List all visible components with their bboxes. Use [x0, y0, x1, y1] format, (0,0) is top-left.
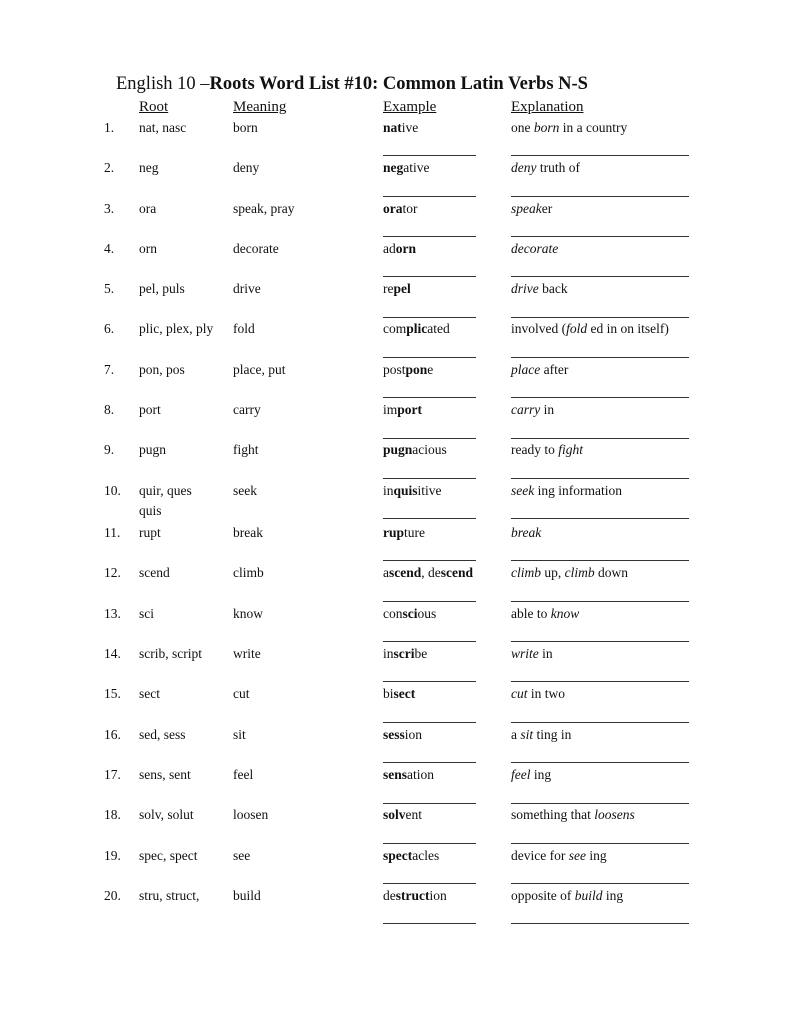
explanation — [511, 848, 607, 864]
example-part: , de — [421, 565, 441, 580]
explanation-part: ed in on itself) — [587, 321, 669, 336]
explanation — [511, 807, 635, 823]
explanation-part: device for — [511, 848, 569, 863]
meaning: fight — [233, 442, 259, 457]
example-blank-line[interactable] — [383, 357, 476, 358]
example-part: post — [383, 362, 406, 377]
root: pugn — [139, 442, 166, 457]
example-part: scend — [389, 565, 422, 580]
explanation-blank-line[interactable] — [511, 803, 689, 804]
explanation — [511, 646, 553, 662]
example-blank-line[interactable] — [383, 641, 476, 642]
explanation-part: ing — [530, 767, 552, 782]
row-number: 10. — [104, 483, 121, 498]
root: sens, sent — [139, 767, 191, 782]
example — [383, 120, 418, 136]
row-number: 9. — [104, 442, 115, 457]
header-meaning: Meaning — [233, 99, 287, 115]
explanation-blank-line[interactable] — [511, 762, 689, 763]
meaning: sit — [233, 727, 246, 742]
explanation-part: sit — [520, 727, 534, 742]
example-part: re — [383, 281, 394, 296]
explanation-part: ready to — [511, 442, 559, 457]
example-part: quis — [393, 483, 418, 498]
example — [383, 402, 422, 418]
explanation-blank-line[interactable] — [511, 601, 689, 602]
row-number: 12. — [104, 565, 121, 580]
example-part: neg — [383, 160, 404, 175]
explanation-part: ing — [585, 848, 607, 863]
row-number: 2. — [104, 160, 115, 175]
explanation-part: in — [538, 646, 553, 661]
explanation-part: build — [574, 888, 603, 903]
explanation-part: climb — [564, 565, 595, 580]
row-number: 7. — [104, 362, 115, 377]
root: sci — [139, 606, 154, 621]
row-number: 16. — [104, 727, 121, 742]
explanation — [511, 727, 571, 743]
row-number: 6. — [104, 321, 115, 336]
meaning: climb — [233, 565, 264, 580]
example — [383, 686, 415, 702]
explanation-part: climb — [511, 565, 541, 580]
explanation-part: break — [511, 525, 542, 540]
example-part: rup — [383, 525, 405, 540]
example-blank-line[interactable] — [383, 722, 476, 723]
explanation-part: born — [533, 120, 560, 135]
example-part: pel — [393, 281, 411, 296]
explanation-part: ing — [602, 888, 624, 903]
example-blank-line[interactable] — [383, 155, 476, 156]
explanation-part: a — [511, 727, 521, 742]
root: scrib, script — [139, 646, 202, 661]
explanation-part: truth of — [536, 160, 580, 175]
example-part: nat — [383, 120, 402, 135]
meaning: fold — [233, 321, 255, 336]
example-part: ous — [417, 606, 437, 621]
example — [383, 201, 418, 217]
example-blank-line[interactable] — [383, 560, 476, 561]
meaning: know — [233, 606, 263, 621]
explanation — [511, 525, 541, 541]
explanation-part: involved ( — [511, 321, 567, 336]
example-part: pugn — [383, 442, 413, 457]
explanation-blank-line[interactable] — [511, 560, 689, 561]
header-example: Example — [383, 99, 437, 115]
explanation-part: in a country — [559, 120, 628, 135]
explanation — [511, 565, 628, 581]
example — [383, 606, 436, 622]
row-number: 19. — [104, 848, 121, 863]
example-part: con — [383, 606, 403, 621]
example — [383, 646, 427, 662]
title-main: Roots Word List #10: Common Latin Verbs N-S — [209, 74, 588, 94]
example-blank-line[interactable] — [383, 397, 476, 398]
example — [383, 442, 447, 458]
example-part: a — [383, 565, 389, 580]
row-number: 18. — [104, 807, 121, 822]
explanation-blank-line[interactable] — [511, 923, 689, 924]
explanation-part: able to — [511, 606, 551, 621]
example-part: sect — [393, 686, 416, 701]
example-part: bi — [383, 686, 394, 701]
row-number: 1. — [104, 120, 115, 135]
explanation-part: one — [511, 120, 534, 135]
explanation — [511, 321, 669, 337]
root: spec, spect — [139, 848, 198, 863]
root: nat, nasc — [139, 120, 187, 135]
meaning: seek — [233, 483, 257, 498]
meaning: born — [233, 120, 258, 135]
example — [383, 321, 450, 337]
example-part: solv — [383, 807, 406, 822]
example — [383, 848, 439, 864]
explanation-blank-line[interactable] — [511, 883, 689, 884]
meaning: break — [233, 525, 263, 540]
explanation-blank-line[interactable] — [511, 236, 689, 237]
explanation-part: deny — [511, 160, 537, 175]
meaning: cut — [233, 686, 250, 701]
explanation — [511, 888, 623, 904]
explanation-part: carry — [511, 402, 541, 417]
explanation — [511, 606, 579, 622]
example-blank-line[interactable] — [383, 478, 476, 479]
example-part: tor — [402, 201, 418, 216]
row-number: 8. — [104, 402, 115, 417]
meaning: decorate — [233, 241, 279, 256]
example-part: ion — [404, 727, 423, 742]
example-part: struct — [395, 888, 430, 903]
row-number: 4. — [104, 241, 115, 256]
example-part: sens — [383, 767, 408, 782]
example-part: pon — [405, 362, 428, 377]
explanation — [511, 160, 580, 176]
title-prefix: English 10 – — [116, 74, 210, 94]
explanation-blank-line[interactable] — [511, 518, 689, 519]
explanation-part: ing information — [534, 483, 622, 498]
root: scend — [139, 565, 170, 580]
explanation — [511, 483, 622, 499]
example — [383, 241, 416, 257]
example — [383, 281, 411, 297]
example-part: itive — [417, 483, 442, 498]
example-part: ent — [405, 807, 423, 822]
example-part: acious — [412, 442, 447, 457]
explanation-part: drive — [511, 281, 539, 296]
example-part: ion — [429, 888, 447, 903]
root: pon, pos — [139, 362, 185, 377]
root: plic, plex, ply — [139, 321, 214, 336]
explanation-part: er — [541, 201, 553, 216]
root: sect — [139, 686, 160, 701]
meaning: deny — [233, 160, 260, 175]
root: quir, ques — [139, 483, 192, 498]
explanation-part: fight — [558, 442, 583, 457]
explanation-part: ting in — [533, 727, 572, 742]
meaning: loosen — [233, 807, 269, 822]
example-blank-line[interactable] — [383, 276, 476, 277]
row-number: 20. — [104, 888, 121, 903]
header-root: Root — [139, 99, 169, 115]
example-blank-line[interactable] — [383, 196, 476, 197]
example-part: sci — [402, 606, 418, 621]
example-part: ture — [404, 525, 426, 540]
explanation-part: speak — [511, 201, 542, 216]
explanation-part: see — [568, 848, 586, 863]
explanation-blank-line[interactable] — [511, 438, 689, 439]
row-number: 5. — [104, 281, 115, 296]
meaning: feel — [233, 767, 254, 782]
meaning: write — [233, 646, 261, 661]
root: neg — [139, 160, 159, 175]
explanation-part: something that — [511, 807, 595, 822]
page-title — [116, 74, 588, 95]
explanation-part: place — [511, 362, 541, 377]
explanation-part: after — [540, 362, 569, 377]
explanation-part: in two — [527, 686, 566, 701]
example-blank-line[interactable] — [383, 438, 476, 439]
example-part: spect — [383, 848, 413, 863]
explanation-part: cut — [511, 686, 528, 701]
explanation-blank-line[interactable] — [511, 397, 689, 398]
example-blank-line[interactable] — [383, 923, 476, 924]
explanation — [511, 201, 552, 217]
row-number: 15. — [104, 686, 121, 701]
example-blank-line[interactable] — [383, 518, 476, 519]
example — [383, 888, 447, 904]
example-part: acles — [412, 848, 440, 863]
example-part: plic — [406, 321, 428, 336]
root: stru, struct, — [139, 888, 200, 903]
root-continued: quis — [139, 503, 162, 518]
example-part: port — [397, 402, 423, 417]
explanation — [511, 767, 551, 783]
example — [383, 807, 422, 823]
root: ora — [139, 201, 157, 216]
explanation-part: down — [594, 565, 628, 580]
meaning: see — [233, 848, 251, 863]
example-blank-line[interactable] — [383, 762, 476, 763]
explanation — [511, 281, 568, 297]
example-part: be — [414, 646, 428, 661]
example-part: orn — [395, 241, 416, 256]
row-number: 17. — [104, 767, 121, 782]
explanation-part: write — [511, 646, 539, 661]
example — [383, 362, 433, 378]
meaning: carry — [233, 402, 261, 417]
explanation-part: opposite of — [511, 888, 575, 903]
example — [383, 160, 430, 176]
explanation-part: know — [550, 606, 580, 621]
root: orn — [139, 241, 157, 256]
example — [383, 727, 422, 743]
example-part: in — [383, 483, 394, 498]
example-part: ated — [427, 321, 450, 336]
example-blank-line[interactable] — [383, 803, 476, 804]
explanation-blank-line[interactable] — [511, 641, 689, 642]
explanation-blank-line[interactable] — [511, 317, 689, 318]
explanation-part: up, — [541, 565, 565, 580]
explanation-blank-line[interactable] — [511, 843, 689, 844]
example — [383, 767, 434, 783]
header-explanation: Explanation — [511, 99, 584, 115]
explanation — [511, 402, 554, 418]
explanation-blank-line[interactable] — [511, 276, 689, 277]
root: sed, sess — [139, 727, 186, 742]
root: rupt — [139, 525, 161, 540]
example-blank-line[interactable] — [383, 883, 476, 884]
root: solv, solut — [139, 807, 194, 822]
explanation — [511, 362, 568, 378]
row-number: 3. — [104, 201, 115, 216]
explanation-blank-line[interactable] — [511, 155, 689, 156]
example-part: scri — [393, 646, 415, 661]
meaning: build — [233, 888, 261, 903]
explanation-blank-line[interactable] — [511, 357, 689, 358]
example — [383, 565, 473, 581]
example-part: ive — [401, 120, 419, 135]
explanation-blank-line[interactable] — [511, 722, 689, 723]
explanation-part: feel — [511, 767, 531, 782]
meaning: place, put — [233, 362, 286, 377]
explanation-part: back — [538, 281, 568, 296]
meaning: drive — [233, 281, 261, 296]
example-part: ative — [403, 160, 430, 175]
example-part: im — [383, 402, 398, 417]
row-number: 14. — [104, 646, 121, 661]
explanation — [511, 120, 627, 136]
explanation-blank-line[interactable] — [511, 478, 689, 479]
explanation — [511, 442, 583, 458]
example-part: ad — [383, 241, 396, 256]
explanation-part: fold — [566, 321, 588, 336]
example-blank-line[interactable] — [383, 843, 476, 844]
explanation-blank-line[interactable] — [511, 196, 689, 197]
explanation — [511, 241, 558, 257]
root: port — [139, 402, 161, 417]
root: pel, puls — [139, 281, 185, 296]
row-number: 11. — [104, 525, 121, 540]
example — [383, 483, 442, 499]
example-blank-line[interactable] — [383, 236, 476, 237]
explanation-part: seek — [511, 483, 535, 498]
example-part: ora — [383, 201, 403, 216]
example-blank-line[interactable] — [383, 317, 476, 318]
explanation-part: loosens — [594, 807, 635, 822]
explanation — [511, 686, 565, 702]
example-blank-line[interactable] — [383, 601, 476, 602]
explanation-part: in — [540, 402, 555, 417]
example-part: scend — [440, 565, 474, 580]
example-part: e — [427, 362, 434, 377]
example-part: in — [383, 646, 394, 661]
example-part: ation — [407, 767, 435, 782]
example-part: de — [383, 888, 396, 903]
example-part: com — [383, 321, 407, 336]
explanation-part: decorate — [511, 241, 559, 256]
example-blank-line[interactable] — [383, 681, 476, 682]
row-number: 13. — [104, 606, 121, 621]
meaning: speak, pray — [233, 201, 295, 216]
explanation-blank-line[interactable] — [511, 681, 689, 682]
example-part: sess — [383, 727, 405, 742]
example — [383, 525, 425, 541]
